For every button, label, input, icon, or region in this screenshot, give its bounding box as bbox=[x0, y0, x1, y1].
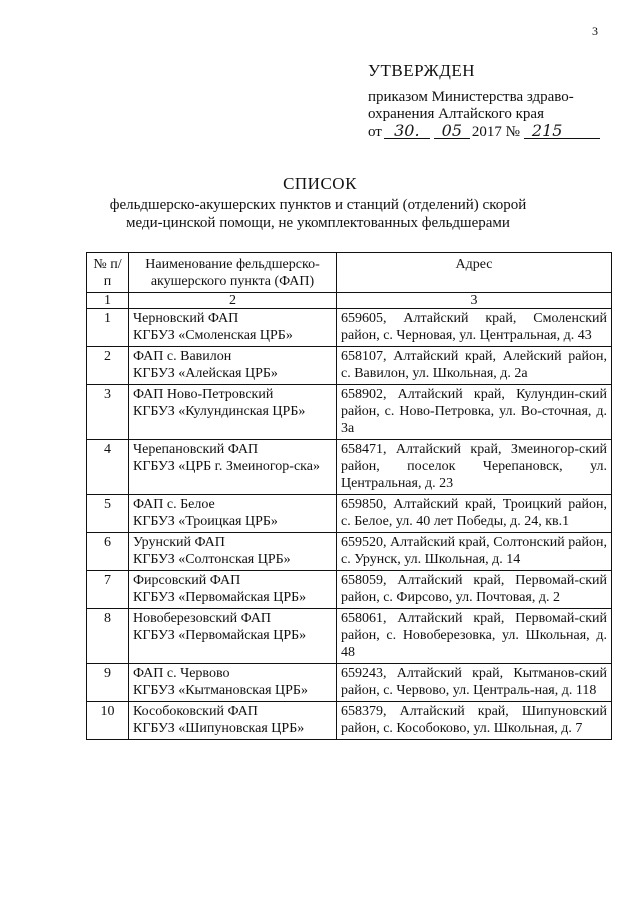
document-title: СПИСОК bbox=[283, 174, 357, 193]
table-row bbox=[87, 533, 612, 571]
table-row bbox=[87, 571, 612, 609]
column-number-1: 1 bbox=[87, 293, 129, 309]
row-number: 8 bbox=[87, 609, 129, 664]
fap-institution: КГБУЗ «Кулундинская ЦРБ» bbox=[133, 404, 306, 419]
header-name: Наименование фельдшерско-акушерского пункта (ФАП) bbox=[129, 253, 337, 293]
row-number: 3 bbox=[87, 385, 129, 440]
approval-line-2: охранения Алтайского края bbox=[368, 106, 544, 122]
fap-institution: КГБУЗ «Смоленская ЦРБ» bbox=[133, 328, 293, 343]
fap-name: Новоберезовский ФАП bbox=[133, 611, 272, 626]
order-date-line bbox=[368, 121, 608, 141]
fap-address: 659605, Алтайский край, Смоленский район, с. Черновая, ул. Центральная, д. 43 bbox=[337, 309, 612, 347]
order-prefix: от bbox=[368, 124, 382, 140]
table-body bbox=[87, 309, 612, 740]
fap-name: ФАП с. Вавилон bbox=[133, 349, 232, 364]
table-row bbox=[87, 385, 612, 440]
column-numbers-row bbox=[87, 293, 612, 309]
handwritten-day: 30. bbox=[384, 124, 430, 139]
table-row bbox=[87, 495, 612, 533]
column-number-3: 3 bbox=[337, 293, 612, 309]
fap-institution: КГБУЗ «Первомайская ЦРБ» bbox=[133, 590, 307, 605]
column-number-2: 2 bbox=[129, 293, 337, 309]
table-row bbox=[87, 347, 612, 385]
row-number: 4 bbox=[87, 440, 129, 495]
fap-name-cell bbox=[129, 385, 337, 440]
row-number: 1 bbox=[87, 309, 129, 347]
fap-name-cell bbox=[129, 664, 337, 702]
row-number: 6 bbox=[87, 533, 129, 571]
table-row bbox=[87, 609, 612, 664]
fap-name-cell bbox=[129, 533, 337, 571]
fap-institution: КГБУЗ «Первомайская ЦРБ» bbox=[133, 628, 307, 643]
fap-address: 658059, Алтайский край, Первомай-ский район, с. Фирсово, ул. Почтовая, д. 2 bbox=[337, 571, 612, 609]
fap-address: 658061, Алтайский край, Первомай-ский район, с. Новоберезовка, ул. Школьная, д. 48 bbox=[337, 609, 612, 664]
document-subtitle: фельдшерско-акушерских пунктов и станций (отделений) скорой меди-цинской помощи, не укомплектованных фельдшерами bbox=[109, 197, 527, 231]
row-number: 10 bbox=[87, 702, 129, 740]
handwritten-month: 05 bbox=[434, 124, 470, 139]
fap-address: 658902, Алтайский край, Кулундин-ский район, с. Ново-Петровка, ул. Во-сточная, д. 3а bbox=[337, 385, 612, 440]
fap-name: ФАП с. Белое bbox=[133, 497, 215, 512]
fap-table bbox=[86, 252, 612, 740]
fap-name: Кособоковский ФАП bbox=[133, 704, 258, 719]
fap-address: 659243, Алтайский край, Кытманов-ский район, с. Червово, ул. Централь-ная, д. 118 bbox=[337, 664, 612, 702]
fap-institution: КГБУЗ «Шипуновская ЦРБ» bbox=[133, 721, 305, 736]
fap-institution: КГБУЗ «ЦРБ г. Змеиногор-ска» bbox=[133, 459, 320, 474]
fap-name: Черепановский ФАП bbox=[133, 442, 259, 457]
fap-name-cell bbox=[129, 495, 337, 533]
fap-name-cell bbox=[129, 609, 337, 664]
fap-address: 658471, Алтайский край, Змеиногор-ский район, поселок Черепановск, ул. Центральная, д. 23 bbox=[337, 440, 612, 495]
row-number: 5 bbox=[87, 495, 129, 533]
fap-address: 659520, Алтайский край, Солтонский район, с. Урунск, ул. Школьная, д. 14 bbox=[337, 533, 612, 571]
table-row bbox=[87, 440, 612, 495]
fap-address: 658107, Алтайский край, Алейский район, с. Вавилон, ул. Школьная, д. 2а bbox=[337, 347, 612, 385]
header-number: № п/п bbox=[87, 253, 129, 293]
fap-name: Урунский ФАП bbox=[133, 535, 225, 550]
fap-name: ФАП Ново-Петровский bbox=[133, 387, 274, 402]
row-number: 2 bbox=[87, 347, 129, 385]
row-number: 7 bbox=[87, 571, 129, 609]
fap-name-cell bbox=[129, 702, 337, 740]
row-number: 9 bbox=[87, 664, 129, 702]
table-row bbox=[87, 702, 612, 740]
approval-heading: УТВЕРЖДЕН bbox=[368, 61, 475, 80]
fap-name: Фирсовский ФАП bbox=[133, 573, 241, 588]
table-header-row bbox=[87, 253, 612, 293]
fap-name-cell bbox=[129, 347, 337, 385]
handwritten-order-number: 215 bbox=[524, 124, 600, 139]
fap-name: ФАП с. Червово bbox=[133, 666, 230, 681]
page-number: 3 bbox=[592, 24, 598, 38]
fap-institution: КГБУЗ «Троицкая ЦРБ» bbox=[133, 514, 278, 529]
fap-institution: КГБУЗ «Алейская ЦРБ» bbox=[133, 366, 278, 381]
approval-line-1: приказом Министерства здраво- bbox=[368, 89, 574, 105]
approval-block bbox=[368, 62, 608, 141]
table-row bbox=[87, 309, 612, 347]
fap-institution: КГБУЗ «Солтонская ЦРБ» bbox=[133, 552, 291, 567]
fap-name: Черновский ФАП bbox=[133, 311, 239, 326]
fap-institution: КГБУЗ «Кытмановская ЦРБ» bbox=[133, 683, 308, 698]
fap-name-cell bbox=[129, 571, 337, 609]
fap-address: 659850, Алтайский край, Троицкий район, с. Белое, ул. 40 лет Победы, д. 24, кв.1 bbox=[337, 495, 612, 533]
fap-name-cell bbox=[129, 309, 337, 347]
header-address: Адрес bbox=[337, 253, 612, 293]
fap-name-cell bbox=[129, 440, 337, 495]
fap-address: 658379, Алтайский край, Шипуновский район, с. Кособоково, ул. Школьная, д. 7 bbox=[337, 702, 612, 740]
table-row bbox=[87, 664, 612, 702]
order-year-text: 2017 № bbox=[471, 124, 520, 140]
